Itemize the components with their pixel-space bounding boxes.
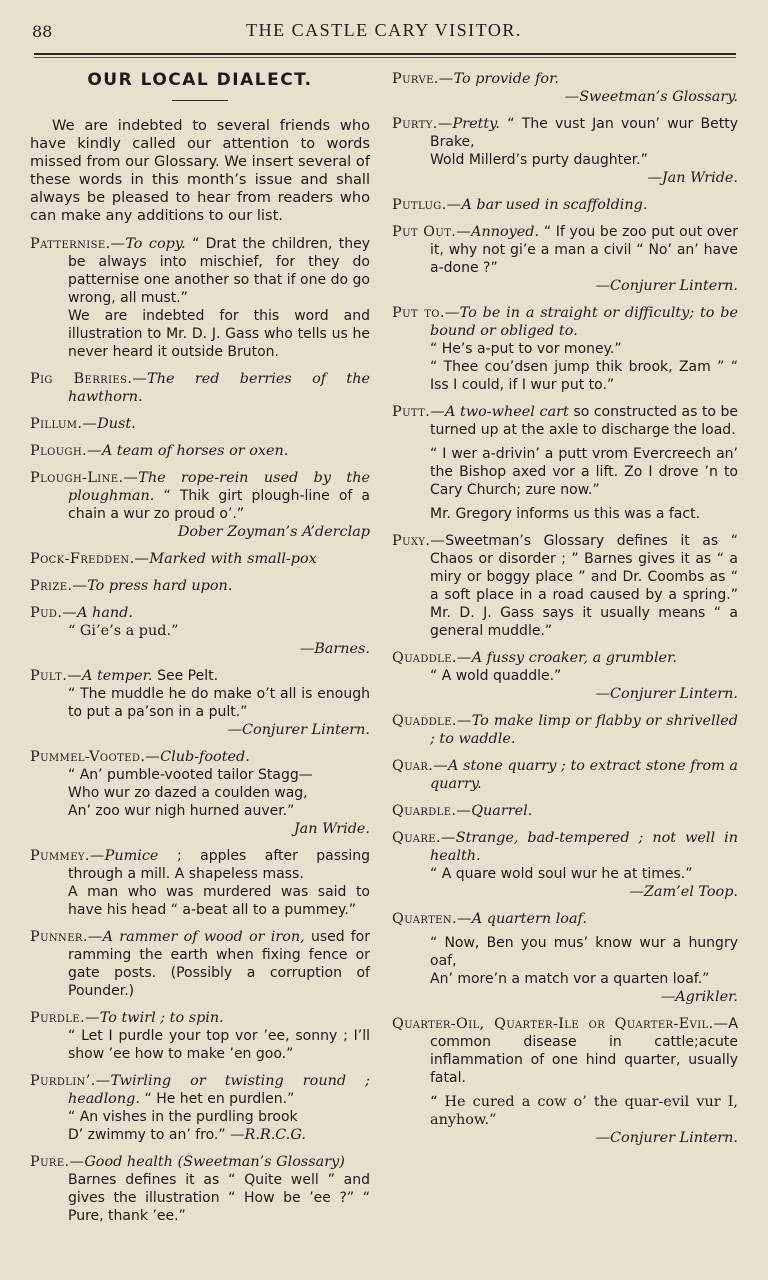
entry-pure: [30, 1153, 370, 1225]
entry-text: ; apples after passing through a mill. A shapeless mass.: [68, 848, 370, 882]
entry-definition: A two-wheel cart: [445, 404, 574, 420]
entry-source: —Jan Wride.: [647, 170, 738, 186]
entry-quote: “ He’s a-put to vor money.”: [430, 341, 622, 357]
header-rule-thin: [34, 57, 736, 58]
entry-head: Pock-Fredden.—: [30, 551, 150, 567]
entry-definition: The rope-rein used by the ploughman.: [68, 470, 370, 504]
entry-definition: A stone quarry ; to extract stone from a quarry.: [430, 758, 738, 792]
right-column: [392, 70, 738, 1156]
entry-quote: “ If you be zoo put out over it, why not gi’e a man a civil “ No’ an’ have a-done ?”: [430, 224, 738, 276]
entry-definition: To be in a straight or difficulty; to be bound or obliged to.: [430, 305, 739, 339]
entry-quote: “ Thee cou’dsen jump thik brook, Zam ” “ Iss I could, if I wur put to.”: [430, 359, 738, 393]
entry-quote: “ Gi’e’s a pud.”: [68, 623, 179, 639]
entry-quarter-oil: [392, 1015, 738, 1147]
entry-purve: [392, 70, 738, 106]
entry-source: —Sweetman’s Glossary.: [564, 89, 738, 105]
entry-quote: “ He cured a cow o’ the quar-evil vur I, anyhow.”: [430, 1094, 738, 1128]
entry-quare: [392, 829, 738, 901]
entry-quaddle-1: [392, 649, 738, 703]
entry-pud: [30, 604, 370, 658]
entry-head: Puxy.—: [392, 533, 446, 549]
entry-see-also: See Pelt.: [157, 668, 219, 684]
running-header: [0, 0, 768, 50]
entry-definition: Quarrel.: [471, 803, 533, 819]
entry-quote: An’ more’n a match vor a quarten loaf.”: [430, 971, 710, 987]
entry-note: Mr. Gregory informs us this was a fact.: [430, 506, 701, 522]
left-column: [30, 70, 370, 1234]
entry-note: A man who was murdered was said to have his head “ a-beat all to a pummey.”: [68, 884, 370, 918]
entry-quardle: [392, 802, 738, 820]
entry-put-out: [392, 223, 738, 295]
entry-head: Pummey.—: [30, 848, 105, 864]
entry-quote: Wold Millerd’s purty daughter.”: [430, 152, 648, 168]
entry-definition: To provide for.: [453, 71, 559, 87]
entry-source: —Conjurer Lintern.: [595, 278, 738, 294]
entry-quote: “ Let I purdle your top vor ’ee, sonny ; I’ll show ’ee how to make ’en goo.”: [68, 1028, 370, 1062]
entry-pult: [30, 667, 370, 739]
entry-plough: [30, 442, 370, 460]
entry-source: —Conjurer Lintern.: [227, 722, 370, 738]
entry-source: —Barnes.: [299, 641, 370, 657]
entry-puxy: [392, 532, 738, 640]
entry-definition: To make limp or flabby or shrivelled ; to waddle.: [430, 713, 738, 747]
entry-definition: Dust.: [97, 416, 136, 432]
entry-quote: “ A wold quaddle.”: [430, 668, 562, 684]
entry-definition: Club-footed.: [160, 749, 250, 765]
entry-definition: To copy.: [125, 236, 193, 252]
page-number: 88: [32, 22, 53, 41]
entry-head: Prize.—: [30, 578, 88, 594]
entry-quar: [392, 757, 738, 793]
entry-head: Pig Berries.—: [30, 371, 148, 387]
title-rule: [172, 100, 228, 101]
entry-quote: “ Thik girt plough-line of a chain a wur zo proud o’.”: [68, 488, 371, 522]
entry-prize: [30, 577, 370, 595]
entry-quarten: [392, 910, 738, 1006]
entry-note: Barnes defines it as “ Quite well ” and gives the illustration “ How be ’ee ?” “ Pure, thank ’ee.”: [68, 1172, 370, 1224]
entry-text: so constructed as to be turned up at the axle to discharge the load.: [430, 404, 738, 438]
entry-head: Purdlin’.—: [30, 1073, 111, 1089]
entry-quote: “ An vishes in the purdling brook: [68, 1109, 298, 1125]
entry-source: —Zam’el Toop.: [629, 884, 738, 900]
entry-definition: The red berries of the hawthorn.: [68, 371, 370, 405]
entry-text: A common disease in cattle;acute inflammation of one hind quarter, usually fatal.: [430, 1016, 738, 1086]
entry-head: Purdle.—: [30, 1010, 100, 1026]
entry-head: Quaddle.—: [392, 713, 472, 729]
running-title: THE CASTLE CARY VISITOR.: [246, 20, 522, 40]
entry-head: Quarten.—: [392, 911, 472, 927]
entry-definition: Marked with small-pox: [149, 551, 317, 567]
entry-quote: “ The vust Jan voun’ wur Betty Brake,: [430, 116, 738, 150]
entry-quote: “ He het en purdlen.”: [144, 1091, 295, 1107]
entry-definition: To press hard upon.: [87, 578, 233, 594]
entry-source: —R.R.C.G.: [230, 1127, 306, 1143]
entry-pummel-vooted: [30, 748, 370, 838]
entry-purdlin: [30, 1072, 370, 1144]
entry-definition: Pumice: [104, 848, 177, 864]
entry-head: Quare.—: [392, 830, 456, 846]
intro-paragraph: We are indebted to several friends who have kindly called our attention to words missed from our Glossary. We insert several of these words in this month’s issue and shall always be pleased to hear from readers who can make any additions to our list.: [30, 117, 370, 224]
entry-definition: Twirling or twisting round ; headlong.: [68, 1073, 370, 1107]
entry-quote: “ A quare wold soul wur he at times.”: [430, 866, 693, 882]
entry-definition: A temper.: [81, 668, 158, 684]
entry-head: Put Out.—: [392, 224, 472, 240]
entry-putlug: [392, 196, 738, 214]
entry-head: Plough.—: [30, 443, 102, 459]
entry-head: Punner.—: [30, 929, 103, 945]
entry-head: Purty.—: [392, 116, 453, 132]
entry-pillum: [30, 415, 370, 433]
entry-pummey: [30, 847, 370, 919]
header-rule: [34, 53, 736, 55]
entry-quaddle-2: [392, 712, 738, 748]
entry-head: Pure.—: [30, 1154, 85, 1170]
entry-head: Purve.—: [392, 71, 454, 87]
entry-putt: [392, 403, 738, 523]
entry-definition: Strange, bad-tempered ; not well in health.: [430, 830, 738, 864]
entry-put-to: [392, 304, 738, 394]
entry-definition: A quartern loaf.: [471, 911, 587, 927]
entry-head: Put to.—: [392, 305, 460, 321]
entry-quote: “ The muddle he do make o’t all is enough to put a pa’son in a pult.”: [68, 686, 370, 720]
entry-patternise: [30, 235, 370, 361]
entry-text: used for ramming the earth when fixing fence or gate posts. (Possibly a corruption of Pounder.): [68, 929, 370, 999]
entry-definition: A hand.: [77, 605, 133, 621]
entry-purdle: [30, 1009, 370, 1063]
entry-plough-line: [30, 469, 370, 541]
entry-purty: [392, 115, 738, 187]
entry-source: —Agrikler.: [660, 989, 738, 1005]
entry-quote: “ Now, Ben you mus’ know wur a hungry oaf,: [430, 935, 738, 969]
entry-head: Pillum.—: [30, 416, 98, 432]
entry-definition: Pretty.: [452, 116, 508, 132]
entry-definition: Good health (Sweetman’s Glossary): [84, 1154, 345, 1170]
entry-definition: A fussy croaker, a grumbler.: [471, 650, 677, 666]
entry-pock-fredden: [30, 550, 370, 568]
entry-quote: “ I wer a-drivin’ a putt vrom Evercreech an’ the Bishop axed vor a lift. Zo I drove ’n to Cary Church; zure now.”: [430, 446, 738, 498]
entry-head: Putlug.—: [392, 197, 462, 213]
entry-quote: Who wur zo dazed a coulden wag,: [68, 785, 308, 801]
entry-head: Quar.—: [392, 758, 449, 774]
entry-definition: Annoyed.: [471, 224, 544, 240]
entry-head: Putt.—: [392, 404, 446, 420]
entry-head: Pummel-Vooted.—: [30, 749, 161, 765]
entry-text: Sweetman’s Glossary defines it as “ Chaos or disorder ; ” Barnes gives it as “ a miry or boggy place ” and Dr. Coombs as “ a soft place in a road caused by a spring.” Mr. D. J. Gass says it usually means “ a general muddle.”: [430, 533, 738, 639]
entry-definition: A bar used in scaffolding.: [461, 197, 648, 213]
entry-head: Quarter-Oil, Quarter-Ile or Quarter-Evil.—: [392, 1016, 729, 1032]
entry-source: —Conjurer Lintern.: [595, 1130, 738, 1146]
entry-source: Dober Zoyman’s A’derclap: [177, 524, 370, 540]
entry-note: We are indebted for this word and illustration to Mr. D. J. Gass who tells us he never heard it outside Bruton.: [68, 308, 370, 360]
entry-pig-berries: [30, 370, 370, 406]
entry-definition: A team of horses or oxen.: [101, 443, 289, 459]
entry-punner: [30, 928, 370, 1000]
entry-definition: To twirl ; to spin.: [99, 1010, 224, 1026]
entry-definition: A rammer of wood or iron,: [102, 929, 311, 945]
entry-source: —Conjurer Lintern.: [595, 686, 738, 702]
entry-head: Patternise.—: [30, 236, 126, 252]
entry-quote: “ Drat the children, they be always into mischief, for they do patternise one another so that if one do go wrong, all must.”: [68, 236, 370, 306]
entry-head: Quaddle.—: [392, 650, 472, 666]
section-title: OUR LOCAL DIALECT.: [87, 70, 313, 90]
entry-source: Jan Wride.: [293, 821, 370, 837]
entry-head: Pult.—: [30, 668, 82, 684]
entry-quote: D’ zwimmy to an’ fro.”: [68, 1127, 231, 1143]
entry-head: Pud.—: [30, 605, 78, 621]
entry-quote: An’ zoo wur nigh hurned auver.”: [68, 803, 295, 819]
entry-head: Quardle.—: [392, 803, 472, 819]
entry-quote: “ An’ pumble-vooted tailor Stagg—: [68, 767, 313, 783]
entry-head: Plough-Line.—: [30, 470, 139, 486]
